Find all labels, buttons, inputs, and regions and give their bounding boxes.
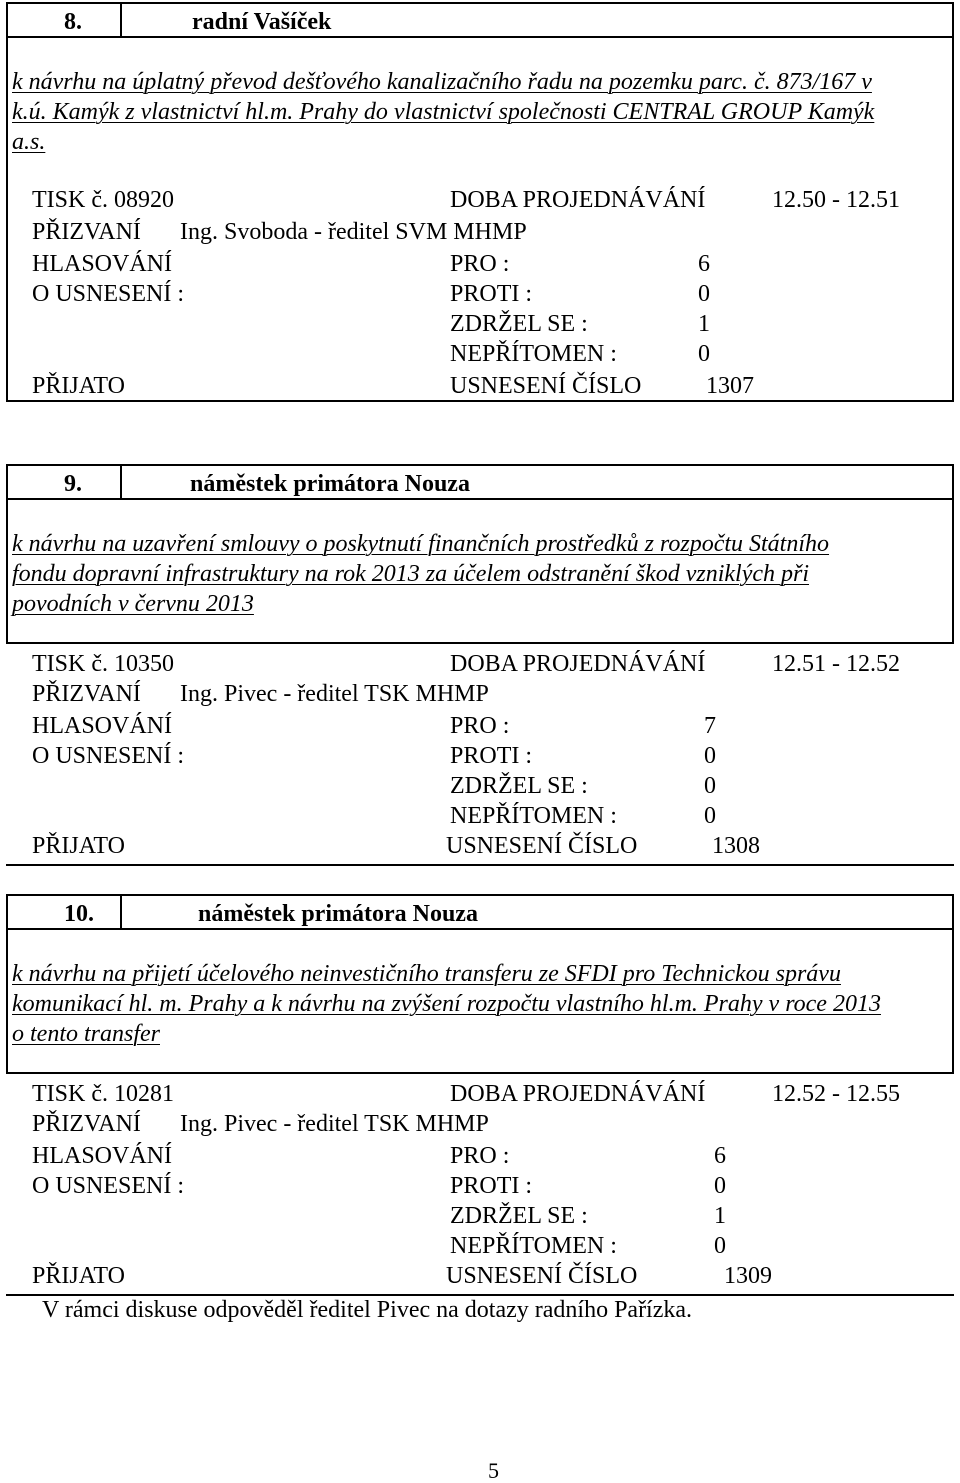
item-8-doba-label: DOBA PROJEDNÁVÁNÍ: [450, 187, 706, 213]
item-8-subject-line-3: a.s.: [12, 129, 46, 155]
item-10-proti-value: 0: [714, 1173, 726, 1199]
item-8-presenter: radní Vašíček: [192, 9, 332, 35]
item-8-zdrzel-value: 1: [698, 311, 710, 337]
item-8-header-box: [6, 2, 954, 38]
item-9-nepritomen-label: NEPŘÍTOMEN :: [450, 803, 617, 829]
item-8-proti-value: 0: [698, 281, 710, 307]
item-8-subject-line-2: k.ú. Kamýk z vlastnictví hl.m. Prahy do vlastnictví společnosti CENTRAL GROUP Kamýk: [12, 99, 875, 125]
item-8-usneseni-label: O USNESENÍ :: [32, 281, 185, 307]
item-10-tisk: TISK č. 10281: [32, 1081, 174, 1107]
item-10-pro-value: 6: [714, 1143, 726, 1169]
item-9-proti-label: PROTI :: [450, 743, 533, 769]
item-9-hlasovani-label: HLASOVÁNÍ: [32, 713, 172, 739]
item-9-bottom-rule: [6, 864, 954, 866]
item-10-usneseni-cislo-label: USNESENÍ ČÍSLO: [446, 1263, 638, 1289]
item-8-prijato-label: PŘIJATO: [32, 373, 125, 399]
item-8-prizvani-label: PŘIZVANÍ: [32, 219, 141, 245]
item-10-number: 10.: [64, 901, 94, 927]
item-9-zdrzel-value: 0: [704, 773, 716, 799]
item-10-pro-label: PRO :: [450, 1143, 510, 1169]
item-9-subject-line-2: fondu dopravní infrastruktury na rok 2013 za účelem odstranění škod vzniklých při: [12, 561, 810, 587]
item-10-doba-value: 12.52 - 12.55: [772, 1081, 900, 1107]
item-8-pro-value: 6: [698, 251, 710, 277]
item-8-zdrzel-label: ZDRŽEL SE :: [450, 311, 588, 337]
item-10-bottom-rule: [6, 1294, 954, 1296]
item-8-tisk: TISK č. 08920: [32, 187, 174, 213]
item-9-tisk: TISK č. 10350: [32, 651, 174, 677]
item-10-header-divider: [120, 894, 122, 930]
item-9-usneseni-cislo-label: USNESENÍ ČÍSLO: [446, 833, 638, 859]
item-8-usneseni-cislo-label: USNESENÍ ČÍSLO: [450, 373, 642, 399]
item-9-prizvani-label: PŘIZVANÍ: [32, 681, 141, 707]
item-10-subject-line-1: k návrhu na přijetí účelového neinvestičního transferu ze SFDI pro Technickou správu: [12, 961, 841, 987]
item-8-hlasovani-label: HLASOVÁNÍ: [32, 251, 172, 277]
item-9-pro-label: PRO :: [450, 713, 510, 739]
item-10-subject-line-2: komunikací hl. m. Prahy a k návrhu na zvýšení rozpočtu vlastního hl.m. Prahy v roce 2013: [12, 991, 881, 1017]
item-10-subject-line-3: o tento transfer: [12, 1021, 160, 1047]
item-8-prizvani-value: Ing. Svoboda - ředitel SVM MHMP: [180, 219, 527, 245]
item-8-pro-label: PRO :: [450, 251, 510, 277]
item-9-zdrzel-label: ZDRŽEL SE :: [450, 773, 588, 799]
item-8-doba-value: 12.50 - 12.51: [772, 187, 900, 213]
item-10-proti-label: PROTI :: [450, 1173, 533, 1199]
item-8-usneseni-cislo-value: 1307: [706, 373, 754, 399]
item-9-number: 9.: [64, 471, 82, 497]
item-8-proti-label: PROTI :: [450, 281, 533, 307]
item-8-number: 8.: [64, 9, 82, 35]
item-10-header-box: [6, 894, 954, 930]
item-9-presenter: náměstek primátora Nouza: [190, 471, 470, 497]
item-10-usneseni-cislo-value: 1309: [724, 1263, 772, 1289]
item-10-note: V rámci diskuse odpověděl ředitel Pivec na dotazy radního Pařízka.: [42, 1297, 693, 1323]
item-10-zdrzel-value: 1: [714, 1203, 726, 1229]
item-9-prijato-label: PŘIJATO: [32, 833, 125, 859]
item-8-subject-line-1: k návrhu na úplatný převod dešťového kanalizačního řadu na pozemku parc. č. 873/167 v: [12, 69, 872, 95]
item-8-header-divider: [120, 2, 122, 38]
item-10-nepritomen-label: NEPŘÍTOMEN :: [450, 1233, 617, 1259]
item-9-prizvani-value: Ing. Pivec - ředitel TSK MHMP: [180, 681, 489, 707]
item-10-usneseni-label: O USNESENÍ :: [32, 1173, 185, 1199]
item-9-header-box: [6, 464, 954, 500]
item-8-nepritomen-value: 0: [698, 341, 710, 367]
item-9-pro-value: 7: [704, 713, 716, 739]
item-10-doba-label: DOBA PROJEDNÁVÁNÍ: [450, 1081, 706, 1107]
item-9-doba-value: 12.51 - 12.52: [772, 651, 900, 677]
item-10-hlasovani-label: HLASOVÁNÍ: [32, 1143, 172, 1169]
item-10-zdrzel-label: ZDRŽEL SE :: [450, 1203, 588, 1229]
item-10-presenter: náměstek primátora Nouza: [198, 901, 478, 927]
item-9-subject-line-3: povodních v červnu 2013: [12, 591, 254, 617]
item-10-prizvani-value: Ing. Pivec - ředitel TSK MHMP: [180, 1111, 489, 1137]
item-9-usneseni-cislo-value: 1308: [712, 833, 760, 859]
item-10-nepritomen-value: 0: [714, 1233, 726, 1259]
item-9-nepritomen-value: 0: [704, 803, 716, 829]
item-9-header-divider: [120, 464, 122, 500]
page-number: 5: [488, 1458, 499, 1483]
item-10-prijato-label: PŘIJATO: [32, 1263, 125, 1289]
item-9-subject-line-1: k návrhu na uzavření smlouvy o poskytnutí finančních prostředků z rozpočtu Státního: [12, 531, 830, 557]
item-9-proti-value: 0: [704, 743, 716, 769]
item-9-doba-label: DOBA PROJEDNÁVÁNÍ: [450, 651, 706, 677]
item-9-usneseni-label: O USNESENÍ :: [32, 743, 185, 769]
item-10-prizvani-label: PŘIZVANÍ: [32, 1111, 141, 1137]
item-8-nepritomen-label: NEPŘÍTOMEN :: [450, 341, 617, 367]
